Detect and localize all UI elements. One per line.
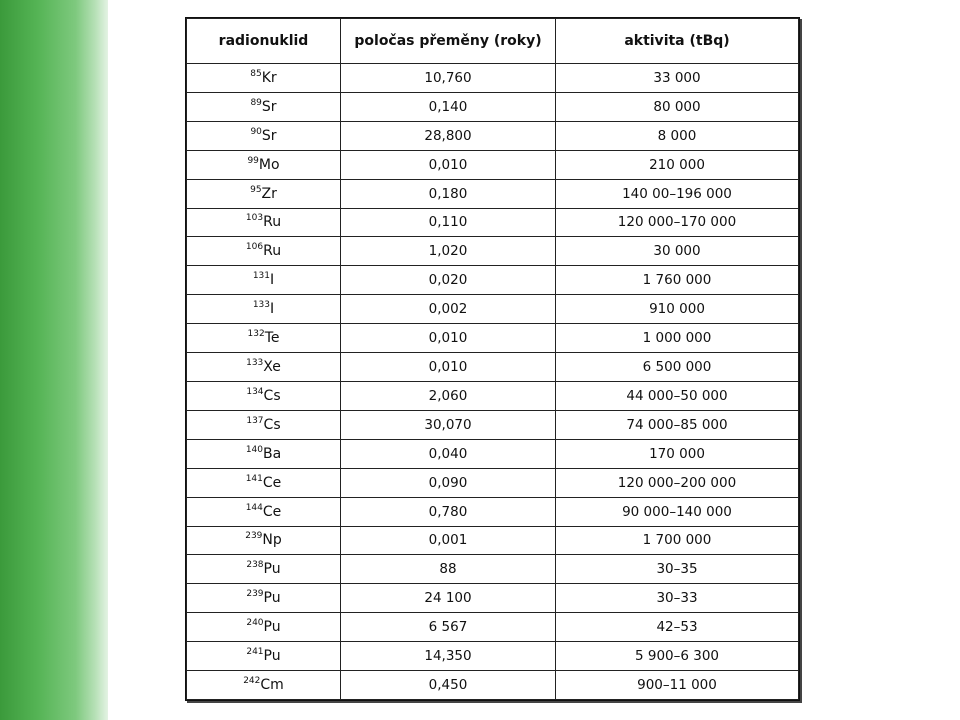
decorative-green-sidebar	[0, 0, 108, 720]
cell-activity: 8 000	[556, 121, 799, 150]
table-row	[187, 353, 799, 382]
cell-activity: 900–11 000	[556, 671, 799, 700]
mass-number: 133	[252, 300, 271, 311]
cell-half-life: 0,180	[341, 179, 556, 208]
cell-radionuclide	[187, 295, 341, 324]
element-symbol: Mo	[258, 156, 280, 173]
cell-activity: 1 760 000	[556, 266, 799, 295]
cell-half-life: 10,760	[341, 64, 556, 93]
cell-activity: 170 000	[556, 439, 799, 468]
cell-activity: 44 000–50 000	[556, 381, 799, 410]
cell-half-life: 0,010	[341, 324, 556, 353]
cell-activity: 140 00–196 000	[556, 179, 799, 208]
cell-activity: 910 000	[556, 295, 799, 324]
mass-number: 239	[245, 531, 263, 542]
table-row	[187, 121, 799, 150]
cell-radionuclide	[187, 410, 341, 439]
table-row	[187, 555, 799, 584]
cell-activity: 1 700 000	[556, 526, 799, 555]
table-row	[187, 64, 799, 93]
mass-number: 103	[245, 213, 264, 224]
table-row	[187, 671, 799, 700]
cell-activity: 74 000–85 000	[556, 410, 799, 439]
cell-activity: 5 900–6 300	[556, 642, 799, 671]
radionuclide-table-frame	[185, 17, 800, 701]
cell-half-life: 0,780	[341, 497, 556, 526]
element-symbol: Pu	[263, 619, 281, 636]
element-symbol: Cm	[260, 677, 284, 694]
cell-half-life: 0,110	[341, 208, 556, 237]
cell-radionuclide	[187, 671, 341, 700]
cell-radionuclide	[187, 439, 341, 468]
element-symbol: Ce	[262, 474, 282, 491]
cell-half-life: 0,040	[341, 439, 556, 468]
cell-activity: 210 000	[556, 150, 799, 179]
cell-radionuclide	[187, 642, 341, 671]
cell-radionuclide	[187, 468, 341, 497]
mass-number: 133	[246, 358, 264, 369]
element-symbol: Ru	[263, 243, 282, 260]
mass-number: 140	[245, 444, 263, 455]
cell-radionuclide	[187, 150, 341, 179]
cell-activity: 33 000	[556, 64, 799, 93]
cell-radionuclide	[187, 64, 341, 93]
cell-half-life: 0,140	[341, 92, 556, 121]
mass-number: 85	[250, 68, 262, 79]
cell-activity: 120 000–170 000	[556, 208, 799, 237]
cell-half-life: 6 567	[341, 613, 556, 642]
element-symbol: Te	[264, 330, 280, 347]
table-row	[187, 179, 799, 208]
element-symbol: Np	[262, 532, 282, 549]
table-row	[187, 468, 799, 497]
cell-activity: 30–35	[556, 555, 799, 584]
cell-half-life: 0,010	[341, 353, 556, 382]
cell-radionuclide	[187, 497, 341, 526]
table-row	[187, 324, 799, 353]
element-symbol: Cs	[263, 387, 281, 404]
mass-number: 89	[250, 97, 262, 108]
mass-number: 95	[250, 184, 262, 195]
mass-number: 99	[247, 155, 259, 166]
element-symbol: I	[270, 272, 275, 289]
table-row	[187, 266, 799, 295]
mass-number: 239	[246, 589, 264, 600]
element-symbol: Sr	[261, 127, 277, 144]
header-half-life: poločas přeměny (roky)	[341, 19, 556, 64]
cell-activity: 1 000 000	[556, 324, 799, 353]
mass-number: 242	[243, 676, 261, 687]
table-row	[187, 150, 799, 179]
cell-radionuclide	[187, 237, 341, 266]
table-row	[187, 584, 799, 613]
table-row	[187, 410, 799, 439]
element-symbol: I	[270, 301, 275, 318]
header-activity: aktivita (tBq)	[556, 19, 799, 64]
cell-radionuclide	[187, 555, 341, 584]
element-symbol: Sr	[261, 98, 277, 115]
mass-number: 106	[245, 242, 264, 253]
cell-radionuclide	[187, 613, 341, 642]
table-row	[187, 208, 799, 237]
element-symbol: Pu	[263, 648, 281, 665]
cell-radionuclide	[187, 526, 341, 555]
mass-number: 90	[250, 126, 262, 137]
table-body	[187, 64, 799, 700]
mass-number: 137	[246, 415, 264, 426]
mass-number: 131	[252, 271, 271, 282]
cell-activity: 30–33	[556, 584, 799, 613]
element-symbol: Ce	[262, 503, 282, 520]
mass-number: 240	[246, 618, 264, 629]
header-radionuclide: radionuklid	[187, 19, 341, 64]
radionuclide-table	[186, 18, 799, 700]
cell-half-life: 30,070	[341, 410, 556, 439]
cell-activity: 42–53	[556, 613, 799, 642]
table-row	[187, 526, 799, 555]
cell-half-life: 0,002	[341, 295, 556, 324]
cell-half-life: 0,450	[341, 671, 556, 700]
cell-radionuclide	[187, 324, 341, 353]
cell-half-life: 0,001	[341, 526, 556, 555]
cell-activity: 6 500 000	[556, 353, 799, 382]
cell-radionuclide	[187, 266, 341, 295]
mass-number: 134	[246, 386, 264, 397]
cell-half-life: 2,060	[341, 381, 556, 410]
element-symbol: Zr	[261, 185, 277, 202]
cell-half-life: 0,010	[341, 150, 556, 179]
cell-half-life: 24 100	[341, 584, 556, 613]
element-symbol: Pu	[263, 590, 281, 607]
element-symbol: Kr	[261, 69, 277, 86]
table-header-row	[187, 19, 799, 64]
table-row	[187, 92, 799, 121]
cell-radionuclide	[187, 353, 341, 382]
cell-activity: 30 000	[556, 237, 799, 266]
cell-radionuclide	[187, 208, 341, 237]
table-row	[187, 381, 799, 410]
table-row	[187, 439, 799, 468]
element-symbol: Ru	[263, 214, 282, 231]
cell-half-life: 1,020	[341, 237, 556, 266]
cell-radionuclide	[187, 381, 341, 410]
table-row	[187, 497, 799, 526]
cell-radionuclide	[187, 584, 341, 613]
cell-activity: 90 000–140 000	[556, 497, 799, 526]
cell-radionuclide	[187, 121, 341, 150]
cell-half-life: 0,020	[341, 266, 556, 295]
cell-half-life: 28,800	[341, 121, 556, 150]
element-symbol: Xe	[263, 359, 281, 376]
cell-activity: 80 000	[556, 92, 799, 121]
table-row	[187, 237, 799, 266]
mass-number: 241	[246, 647, 264, 658]
element-symbol: Pu	[263, 561, 281, 578]
cell-radionuclide	[187, 179, 341, 208]
mass-number: 144	[245, 502, 263, 513]
cell-half-life: 0,090	[341, 468, 556, 497]
mass-number: 238	[246, 560, 264, 571]
mass-number: 141	[245, 473, 263, 484]
cell-radionuclide	[187, 92, 341, 121]
element-symbol: Cs	[263, 416, 281, 433]
element-symbol: Ba	[263, 445, 282, 462]
table-row	[187, 613, 799, 642]
cell-half-life: 14,350	[341, 642, 556, 671]
cell-activity: 120 000–200 000	[556, 468, 799, 497]
table-row	[187, 295, 799, 324]
mass-number: 132	[247, 329, 265, 340]
cell-half-life: 88	[341, 555, 556, 584]
table-row	[187, 642, 799, 671]
